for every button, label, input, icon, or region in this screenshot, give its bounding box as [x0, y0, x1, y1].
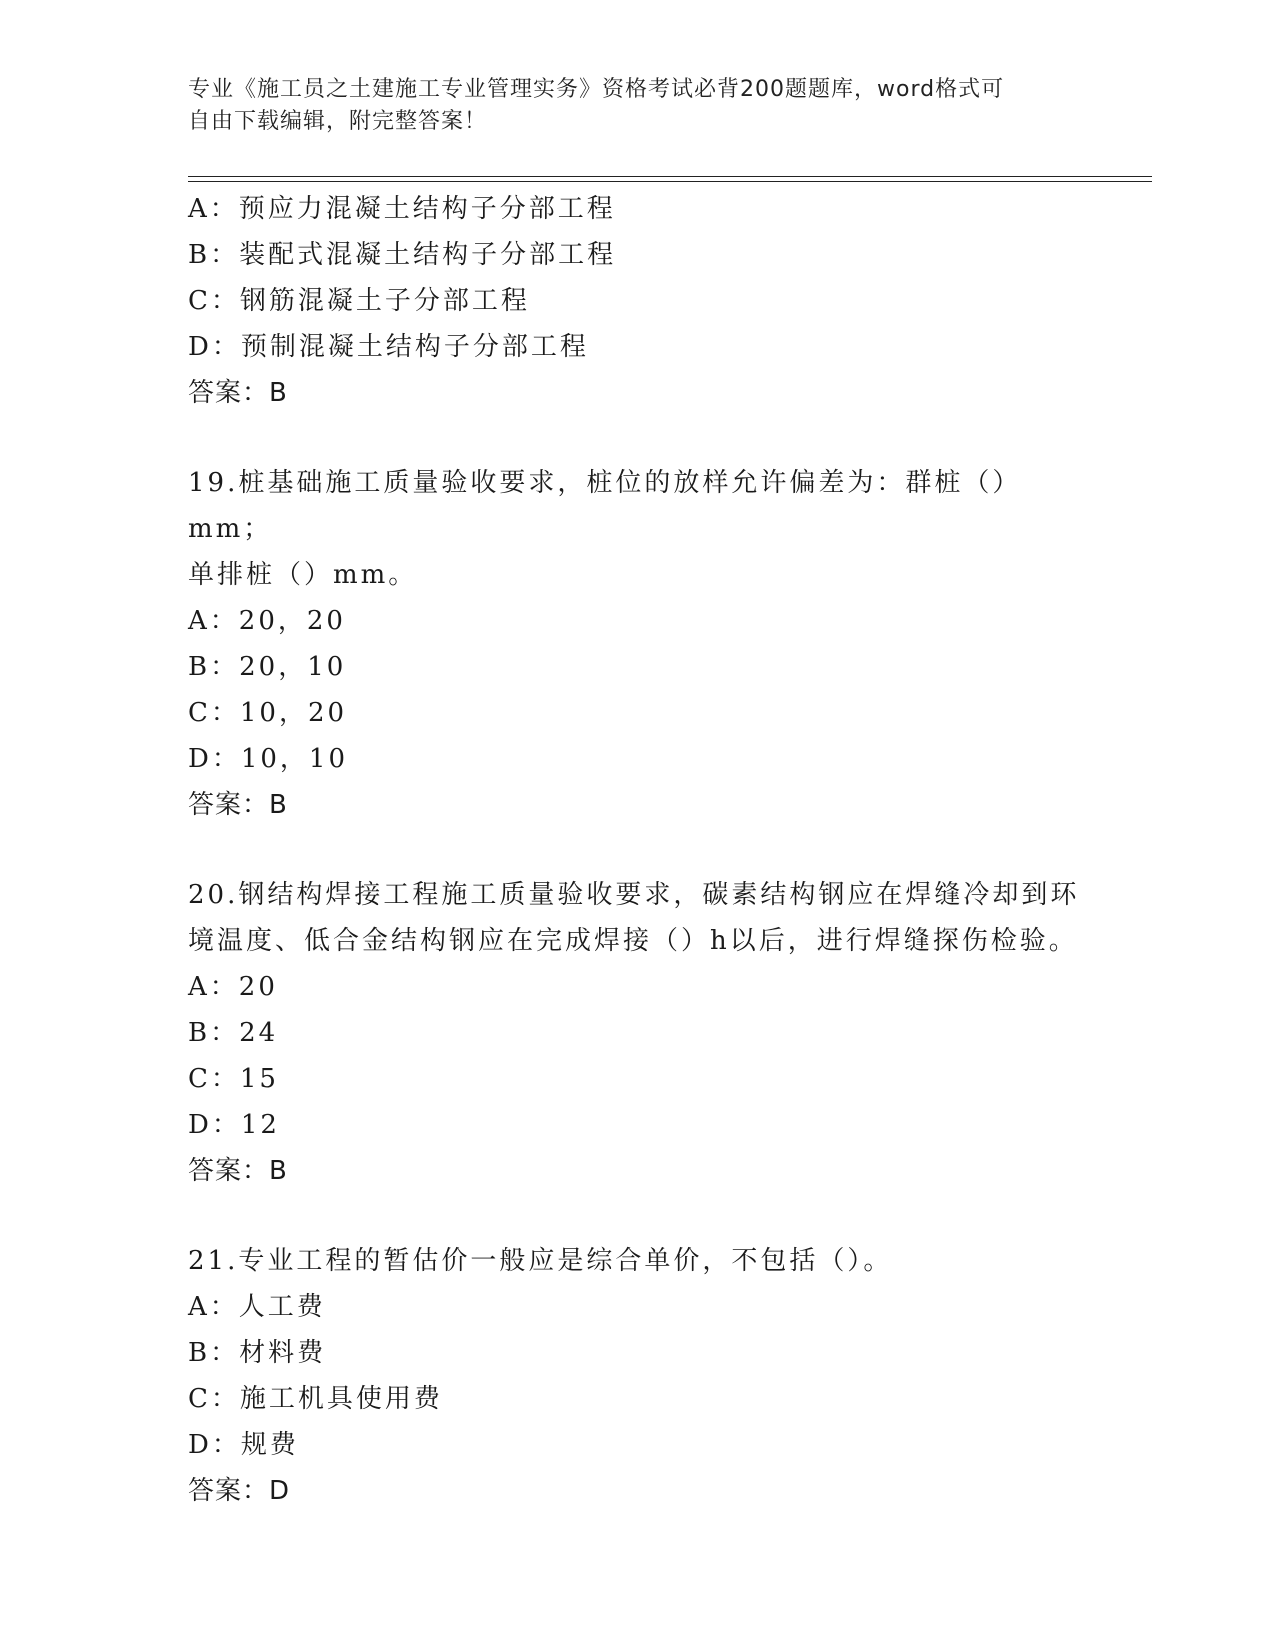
answer: 答案：B [188, 1156, 288, 1186]
option-c: C：钢筋混凝土子分部工程 [188, 286, 530, 316]
option-a: A：20 [188, 972, 278, 1002]
answer: 答案：D [188, 1476, 291, 1506]
option-c: C：15 [188, 1064, 279, 1094]
header-line-1: 专业《施工员之土建施工专业管理实务》资格考试必背200题题库，word格式可 [188, 77, 1005, 102]
option-a: A：20，20 [188, 606, 346, 636]
option-c: C：10，20 [188, 698, 348, 728]
question-list [188, 186, 1088, 1514]
question-stem-line-1: 21.专业工程的暂估价一般应是综合单价，不包括（）。 [188, 1246, 893, 1276]
document-header [188, 74, 1068, 138]
option-b: B：材料费 [188, 1338, 327, 1368]
option-b: B：20，10 [188, 652, 347, 682]
option-b: B：装配式混凝土结构子分部工程 [188, 240, 617, 270]
option-d: D：规费 [188, 1430, 299, 1460]
question-stem-line-2: 单排桩（）mm。 [188, 560, 418, 590]
question-stem-line-1: 20.钢结构焊接工程施工质量验收要求，碳素结构钢应在焊缝冷却到环 [188, 880, 1080, 910]
option-c: C：施工机具使用费 [188, 1384, 443, 1414]
question-stem-line-2: 境温度、低合金结构钢应在完成焊接（）h以后，进行焊缝探伤检验。 [188, 926, 1078, 956]
question-stem-line-1: 19.桩基础施工质量验收要求，桩位的放样允许偏差为：群桩（）mm； [188, 468, 1022, 544]
header-line-2: 自由下载编辑，附完整答案！ [188, 109, 488, 134]
question-18 [188, 186, 1088, 416]
answer: 答案：B [188, 790, 288, 820]
option-a: A：预应力混凝土结构子分部工程 [188, 194, 616, 224]
option-d: D：12 [188, 1110, 280, 1140]
question-19 [188, 460, 1088, 828]
option-d: D：10，10 [188, 744, 349, 774]
option-b: B：24 [188, 1018, 279, 1048]
question-20 [188, 872, 1088, 1194]
header-divider-bottom [188, 181, 1152, 182]
option-d: D：预制混凝土结构子分部工程 [188, 332, 589, 362]
option-a: A：人工费 [188, 1292, 326, 1322]
answer: 答案：B [188, 378, 288, 408]
question-21 [188, 1238, 1088, 1514]
header-divider-top [188, 176, 1152, 177]
